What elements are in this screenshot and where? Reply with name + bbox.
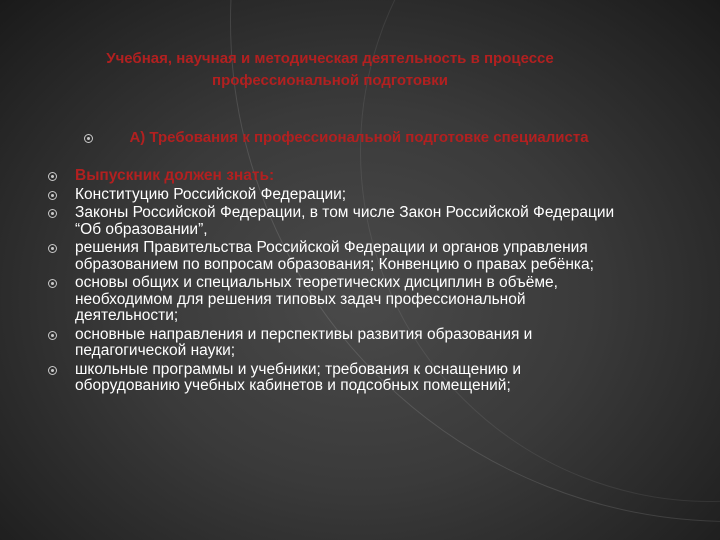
section-heading-text: А) Требования к профессиональной подготовке специалиста (129, 129, 589, 146)
list-item (48, 187, 618, 204)
circled-dot-icon (48, 244, 57, 253)
list-item (48, 362, 618, 395)
slide-title-line: профессиональной подготовки (212, 72, 448, 89)
slide-title-line: Учебная, научная и методическая деятельность в процессе (106, 50, 554, 67)
requirements-list (48, 168, 618, 397)
list-item-text: Законы Российской Федерации, в том числе Закон Российской Федерации “Об образовании”, (75, 204, 615, 238)
list-item-text: школьные программы и учебники; требования к оснащению и оборудованию учебных кабинетов и подсобных помещений; (75, 360, 521, 394)
list-item (48, 327, 618, 360)
list-item-text: решения Правительства Российской Федерации и органов управления образованием по вопросам образования; Конвенцию о правах ребёнка; (75, 239, 594, 273)
list-item (48, 205, 618, 238)
list-item (48, 275, 618, 325)
list-item-text: Выпускник должен знать: (75, 167, 275, 184)
list-item-text: основы общих и специальных теоретических дисциплин в объёме, необходимом для решения типовых задач профессиональной деятельности; (75, 274, 558, 324)
list-item-text: Конституцию Российской Федерации; (75, 185, 347, 203)
list-item (48, 168, 618, 185)
circled-dot-icon (48, 191, 57, 200)
list-item-text: основные направления и перспективы развития образования и педагогической науки; (75, 325, 533, 359)
circled-dot-icon (48, 279, 57, 288)
circled-dot-icon (48, 209, 57, 218)
circled-dot-icon (48, 331, 57, 340)
list-item (48, 240, 618, 273)
circled-dot-icon (84, 134, 93, 143)
slide-title (40, 48, 620, 92)
circled-dot-icon (48, 366, 57, 375)
section-heading (84, 130, 604, 146)
circled-dot-icon (48, 172, 57, 181)
